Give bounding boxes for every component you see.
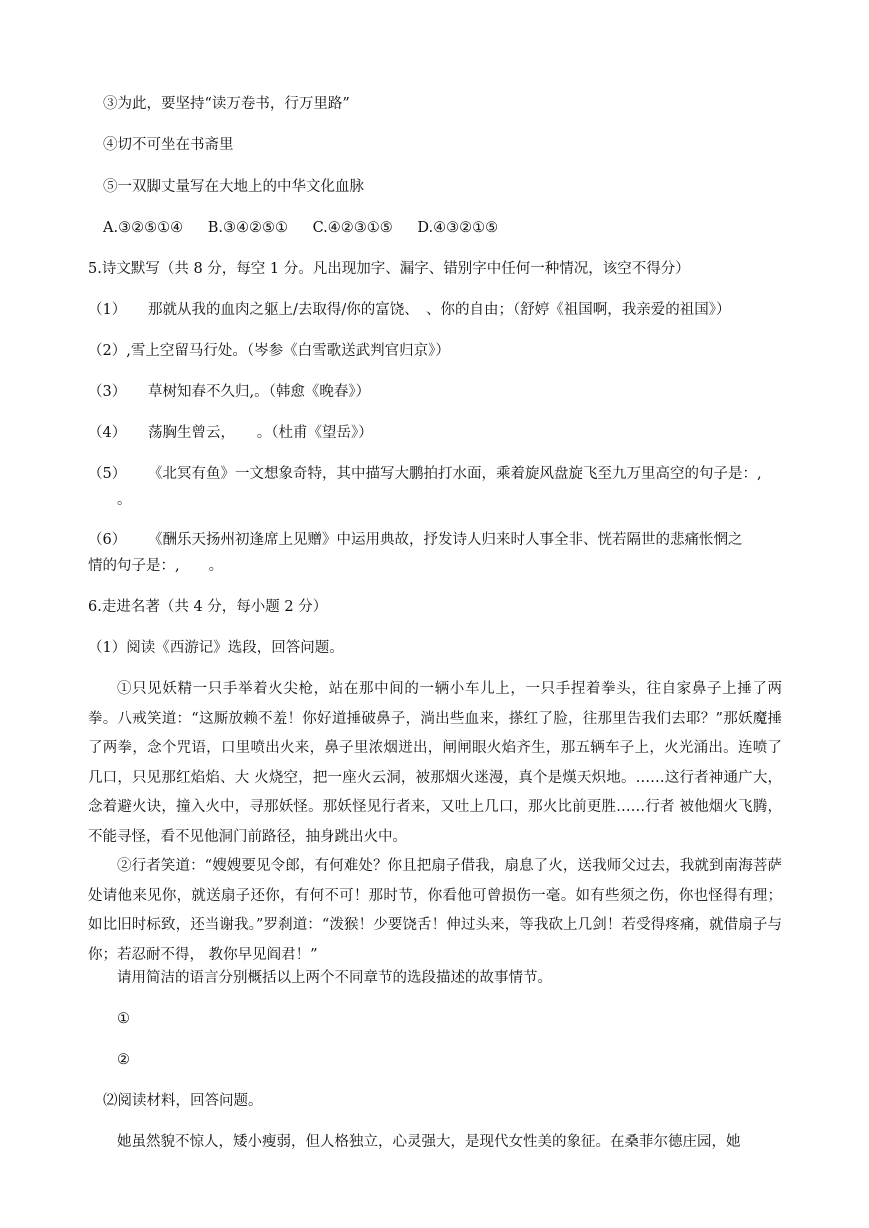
q5-item-number: （2） [88, 343, 127, 359]
q5-item-5 [88, 464, 762, 484]
q5-item-text: 《酬乐天扬州初逢席上见赠》中运用典故，抒发诗人归来时人事全非、恍若隔世的悲痛怅惘之 [148, 532, 743, 548]
q5-item-number: （3） [88, 384, 127, 400]
q5-item-2 [88, 341, 450, 361]
q5-item-text: 草树知春不久归,。（韩愈《晚春》） [148, 384, 371, 400]
q5-item-6 [88, 530, 743, 550]
q4-option-d: D.④③②①⑤ [417, 220, 499, 236]
q5-item-1 [88, 300, 731, 320]
q6-passage-1: ①只见妖精一只手举着火尖枪，站在那中间的一辆小车儿上，一只手捏着拳头，往自家鼻子上捶了两拳。八戒笑道：“这厮放赖不羞！你好道捶破鼻子，淌出些血来，搽红了脸，往那里告我们去耶？”那妖魔捶了两拳，念个咒语，口里喷出火来，鼻子里浓烟迸出，闸闸眼火焰齐生，那五辆车子上，火光涌出。连喷了几口，只见那红焰焰、大 火烧空，把一座火云洞，被那烟火迷漫，真个是熯天炽地。……这行者神通广大，念着避火诀，撞入火中，寻那妖怪。那妖怪见行者来，又吐上几口，那火比前更胜……行者 被他烟火飞腾，不能寻怪，看不见他洞门前路径，抽身跳出火中。 [88, 681, 782, 845]
q4-item-4: ④切不可坐在书斋里 [103, 137, 234, 153]
q5-item-4 [88, 423, 373, 443]
q5-item-3 [88, 382, 370, 402]
q5-title: 5.诗文默写（共 8 分，每空 1 分。凡出现加字、漏字、错别字中任何一种情况，该空不得分） [88, 261, 690, 277]
q5-item-text: 荡胸生曾云， 。（杜甫《望岳》） [148, 425, 373, 441]
q5-item-text: ,雪上空留马行处。（岑参《白雪歌送武判官归京》） [126, 343, 450, 359]
q5-item-number: （4） [88, 425, 127, 441]
q4-option-b: B.③④②⑤① [207, 220, 288, 236]
q5-item-5-continuation: 。 [117, 492, 132, 508]
q4-item-5: ⑤一双脚丈量写在大地上的中华文化血脉 [103, 179, 364, 195]
q6-answer-1-label: ① [117, 1011, 130, 1027]
q4-option-a: A.③②⑤①④ [103, 220, 184, 236]
q4-option-c: C.④②③①⑤ [312, 220, 393, 236]
q5-item-number: （1） [88, 302, 127, 318]
q5-item-text: 《北冥有鱼》一文想象奇特，其中描写大鹏拍打水面，乘着旋风盘旋飞至九万里高空的句子是：, [148, 466, 762, 482]
q5-item-number: （6） [88, 532, 127, 548]
q6-sub1-title: （1）阅读《西游记》选段，回答问题。 [88, 640, 344, 656]
q6-prompt: 请用简洁的语言分别概括以上两个不同章节的选段描述的故事情节。 [117, 970, 552, 986]
q5-item-6-continuation: 情的句子是：, 。 [88, 558, 224, 574]
q6-passage-2: ②行者笑道：“嫂嫂要见令郎，有何难处？你且把扇子借我，扇息了火，送我师父过去，我就到南海菩萨处请他来见你，就送扇子还你，有何不可！那时节，你看他可曾损伤一毫。如有些须之伤，你也怪得有理；如比旧时标致，还当谢我。”罗刹道：“泼猴！少要饶舌！伸过头来，等我砍上几剑！若受得疼痛，就借扇子与你；若忍耐不得， 教你早见阎君！” [88, 858, 782, 963]
q4-item-3: ③为此，要坚持“读万卷书，行万里路” [103, 96, 350, 112]
q5-item-text: 那就从我的血肉之躯上/去取得/你的富饶、 、你的自由；（舒婷《祖国啊，我亲爱的祖国》） [148, 302, 731, 318]
q5-item-number: （5） [88, 466, 127, 482]
q6-passage-3: 她虽然貌不惊人，矮小瘦弱，但人格独立，心灵强大，是现代女性美的象征。在桑菲尔德庄园，她 [117, 1134, 741, 1150]
q4-options [103, 218, 518, 238]
q6-answer-2-label: ② [117, 1052, 130, 1068]
q6-sub2-title: ⑵阅读材料，回答问题。 [103, 1093, 263, 1109]
q6-title: 6.走进名著（共 4 分，每小题 2 分） [88, 599, 328, 615]
